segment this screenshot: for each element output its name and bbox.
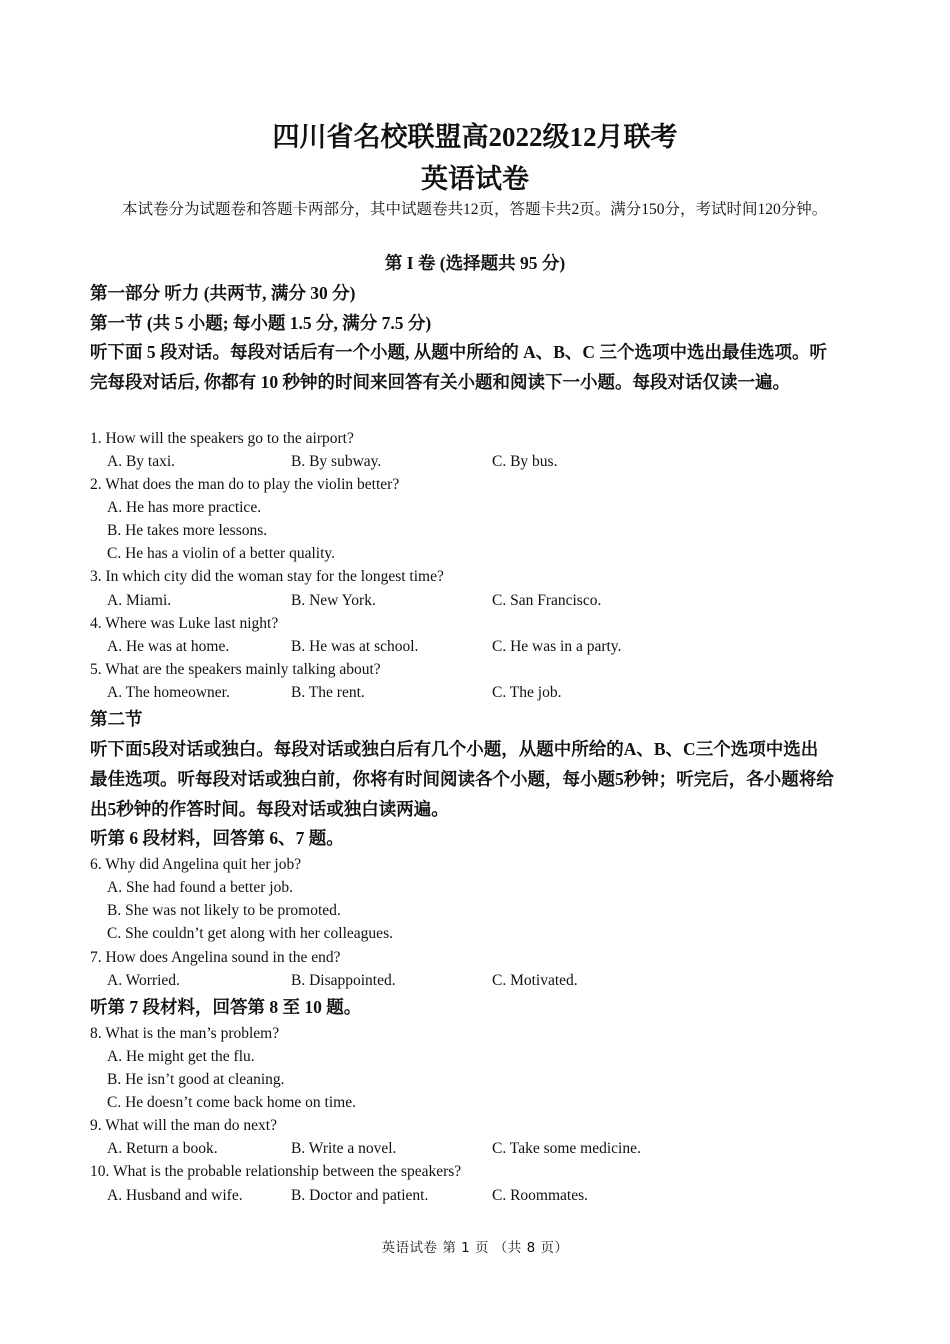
option: A. Return a book. <box>107 1140 218 1157</box>
option: A. She had found a better job. <box>107 879 293 896</box>
exam-title: 四川省名校联盟高2022级12月联考 <box>272 122 678 152</box>
option: B. By subway. <box>291 453 382 470</box>
option: C. He was in a party. <box>492 638 622 655</box>
option: C. He has a violin of a better quality. <box>107 545 335 562</box>
option: A. He might get the flu. <box>107 1048 255 1065</box>
option: A. By taxi. <box>107 453 176 470</box>
part1-heading: 第一部分 听力 (共两节, 满分 30 分) <box>90 283 356 303</box>
material7-heading: 听第 7 段材料，回答第 8 至 10 题。 <box>90 997 362 1017</box>
option: C. Roommates. <box>492 1187 589 1204</box>
option: A. Worried. <box>107 972 180 989</box>
option: A. The homeowner. <box>107 684 230 701</box>
question-stem: 10. What is the probable relationship between the speakers? <box>90 1163 462 1180</box>
option: B. He isn’t good at cleaning. <box>107 1071 285 1088</box>
exam-subtitle: 英语试卷 <box>421 164 529 194</box>
option: C. She couldn’t get along with her colleagues. <box>107 925 393 942</box>
question-stem: 4. Where was Luke last night? <box>90 615 279 632</box>
question-stem: 8. What is the man’s problem? <box>90 1025 280 1042</box>
option: B. Write a novel. <box>291 1140 397 1157</box>
exam-intro: 本试卷分为试题卷和答题卡两部分，其中试题卷共12页，答题卡共2页。满分150分，考试时间120分钟。 <box>122 201 828 218</box>
section2-heading: 第二节 <box>90 709 143 729</box>
option: B. Disappointed. <box>291 972 396 989</box>
option: C. By bus. <box>492 453 558 470</box>
option: B. She was not likely to be promoted. <box>107 902 341 919</box>
option: A. Miami. <box>107 592 172 609</box>
question-stem: 3. In which city did the woman stay for the longest time? <box>90 568 444 585</box>
option: B. He takes more lessons. <box>107 522 268 539</box>
option: B. New York. <box>291 592 376 609</box>
question-stem: 2. What does the man do to play the violin better? <box>90 476 400 493</box>
option: A. Husband and wife. <box>107 1187 243 1204</box>
page-footer: 英语试卷 第 1 页 （共 8 页） <box>381 1240 569 1256</box>
option: C. Take some medicine. <box>492 1140 641 1157</box>
question-stem: 5. What are the speakers mainly talking about? <box>90 661 381 678</box>
option: A. He has more practice. <box>107 499 262 516</box>
option: C. Motivated. <box>492 972 578 989</box>
option: C. San Francisco. <box>492 592 602 609</box>
section1-instructions: 听下面 5 段对话。每段对话后有一个小题, 从题中所给的 A、B、C 三个选项中选出最佳选项。听完每段对话后, 你都有 10 秒钟的时间来回答有关小题和阅读下一小题。每段对话仅读一遍。 <box>90 342 827 392</box>
option: B. The rent. <box>291 684 365 701</box>
section1-heading: 第一节 (共 5 小题; 每小题 1.5 分, 满分 7.5 分) <box>90 313 432 333</box>
question-stem: 7. How does Angelina sound in the end? <box>90 949 341 966</box>
section2-instructions: 听下面5段对话或独白。每段对话或独白后有几个小题，从题中所给的A、B、C三个选项中选出最佳选项。听每段对话或独白前，你将有时间阅读各个小题，每小题5秒钟；听完后，各小题将给出5秒钟的作答时间。每段对话或独白读两遍。 <box>90 739 834 819</box>
option: B. Doctor and patient. <box>291 1187 429 1204</box>
question-stem: 1. How will the speakers go to the airport? <box>90 430 354 447</box>
option: C. He doesn’t come back home on time. <box>107 1094 356 1111</box>
question-stem: 9. What will the man do next? <box>90 1117 277 1134</box>
option: C. The job. <box>492 684 562 701</box>
question-stem: 6. Why did Angelina quit her job? <box>90 856 302 873</box>
option: B. He was at school. <box>291 638 419 655</box>
material6-heading: 听第 6 段材料，回答第 6、7 题。 <box>90 828 344 848</box>
volume-heading: 第 I 卷 (选择题共 95 分) <box>384 253 566 273</box>
option: A. He was at home. <box>107 638 230 655</box>
